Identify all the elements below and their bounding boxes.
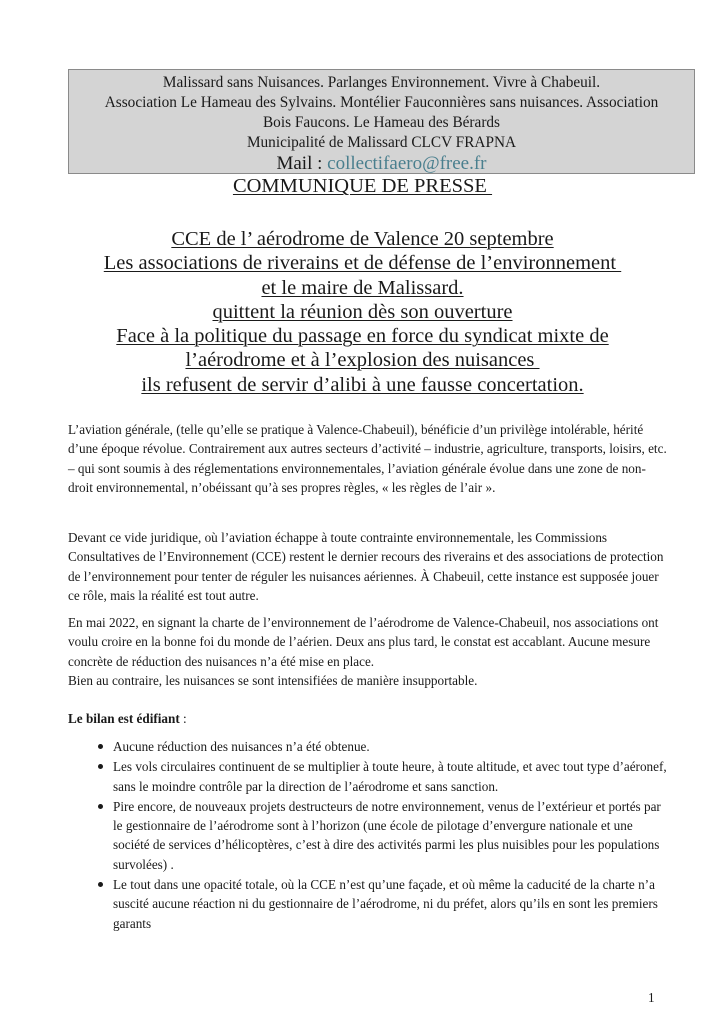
- header-line-1: Malissard sans Nuisances. Parlanges Environnement. Vivre à Chabeuil.: [162, 74, 601, 91]
- associations-header-box: [68, 69, 695, 174]
- bilan-item-2-text: Les vols circulaires continuent de se multiplier à toute heure, à toute altitude, et avec tout type d’aéronef, sans le moindre contrôle par la direction de l’aérodrome et sans sanction.: [113, 759, 667, 794]
- bilan-heading-suffix: :: [179, 711, 187, 726]
- headline-line-3: et le maire de Malissard.: [261, 276, 464, 299]
- press-release-title-text: COMMUNIQUE DE PRESSE: [232, 175, 493, 197]
- press-release-title: [40, 174, 685, 198]
- headline-line-4: quittent la réunion dès son ouverture: [212, 300, 513, 323]
- bilan-list-item: [95, 875, 670, 933]
- mail-line: [69, 153, 694, 175]
- header-line-2: Association Le Hameau des Sylvains. Montélier Fauconnières sans nuisances. Association: [104, 94, 659, 111]
- bullet-icon: [98, 744, 103, 749]
- headline-line-1: CCE de l’ aérodrome de Valence 20 septembre: [171, 228, 554, 250]
- mail-link[interactable]: collectifaero@free.fr: [327, 153, 487, 174]
- bullet-icon: [98, 764, 103, 769]
- headline-line-6: l’aérodrome et à l’explosion des nuisances: [185, 349, 540, 372]
- paragraph-2: [68, 528, 668, 614]
- header-line-3: Bois Faucons. Le Hameau des Bérards: [262, 114, 501, 131]
- paragraph-3: [68, 613, 668, 690]
- mail-label: Mail :: [276, 153, 328, 174]
- bullet-icon: [98, 882, 103, 887]
- bilan-list: [95, 737, 670, 934]
- bullet-icon: [98, 804, 103, 809]
- headline-line-2: Les associations de riverains et de défense de l’environnement: [103, 252, 622, 275]
- bilan-item-3-text: Pire encore, de nouveaux projets destructeurs de notre environnement, venus de l’extérieur et portés par le gestionnaire de l’aérodrome sont à l’horizon (une école de pilotage d’envergure nationale et une société de services d’hélicoptères, c’est à dire des activités parmi les plus nuisibles pour les populations survolées) .: [113, 798, 661, 872]
- headline-line-5: Face à la politique du passage en force du syndicat mixte de: [116, 325, 609, 348]
- headline-line-7: ils refusent de servir d’alibi à une fausse concertation.: [141, 373, 584, 396]
- page-number: 1: [648, 990, 655, 1005]
- bilan-heading-bold: Le bilan est édifiant: [68, 711, 180, 726]
- paragraph-1: [68, 420, 668, 506]
- paragraph-4-text: Bien au contraire, les nuisances se sont intensifiées de manière insupportable.: [68, 672, 478, 688]
- header-line-4: Municipalité de Malissard CLCV FRAPNA: [246, 134, 517, 151]
- bilan-item-1-text: Aucune réduction des nuisances n’a été obtenue.: [113, 739, 370, 754]
- paragraph-1-text: L’aviation générale, (telle qu’elle se pratique à Valence-Chabeuil), bénéficie d’un privilège intolérable, hérité d’une époque révolue. Contrairement aux autres secteurs d’activité – industrie, agriculture, transports, loisirs, etc. – qui sont soumis à des réglementations environnementales, l’aviation générale évolue dans une zone de non-droit environnemental, n’obéissant qu’à ses propres règles, « les règles de l’air ».: [68, 422, 667, 495]
- headline-block: [40, 227, 685, 397]
- bilan-list-item: [95, 737, 670, 756]
- paragraph-3-text: En mai 2022, en signant la charte de l’environnement de l’aérodrome de Valence-Chabeuil, nos associations ont voulu croire en la bonne foi du monde de l’aérien. Deux ans plus tard, le constat est accablant. Aucune mesure concrète de réduction des nuisances n’a été mise en place.: [68, 615, 659, 669]
- bilan-item-4-text: Le tout dans une opacité totale, où la CCE n’est qu’une façade, et où même la caducité de la charte n’a suscité aucune réaction ni du gestionnaire de l’aérodrome, ni du préfet, alors qu’ils en sont les premiers garants: [113, 877, 658, 931]
- paragraph-2-text: Devant ce vide juridique, où l’aviation échappe à toute contrainte environnementale, les Commissions Consultatives de l’Environnement (CCE) restent le dernier recours des riverains et des associations de protection de l’environnement pour tenter de réguler les nuisances aériennes. À Chabeuil, cette instance est supposée jouer ce rôle, mais la réalité est tout autre.: [68, 530, 664, 603]
- bilan-heading: [68, 709, 187, 728]
- bilan-list-item: [95, 797, 670, 874]
- bilan-list-item: [95, 757, 670, 796]
